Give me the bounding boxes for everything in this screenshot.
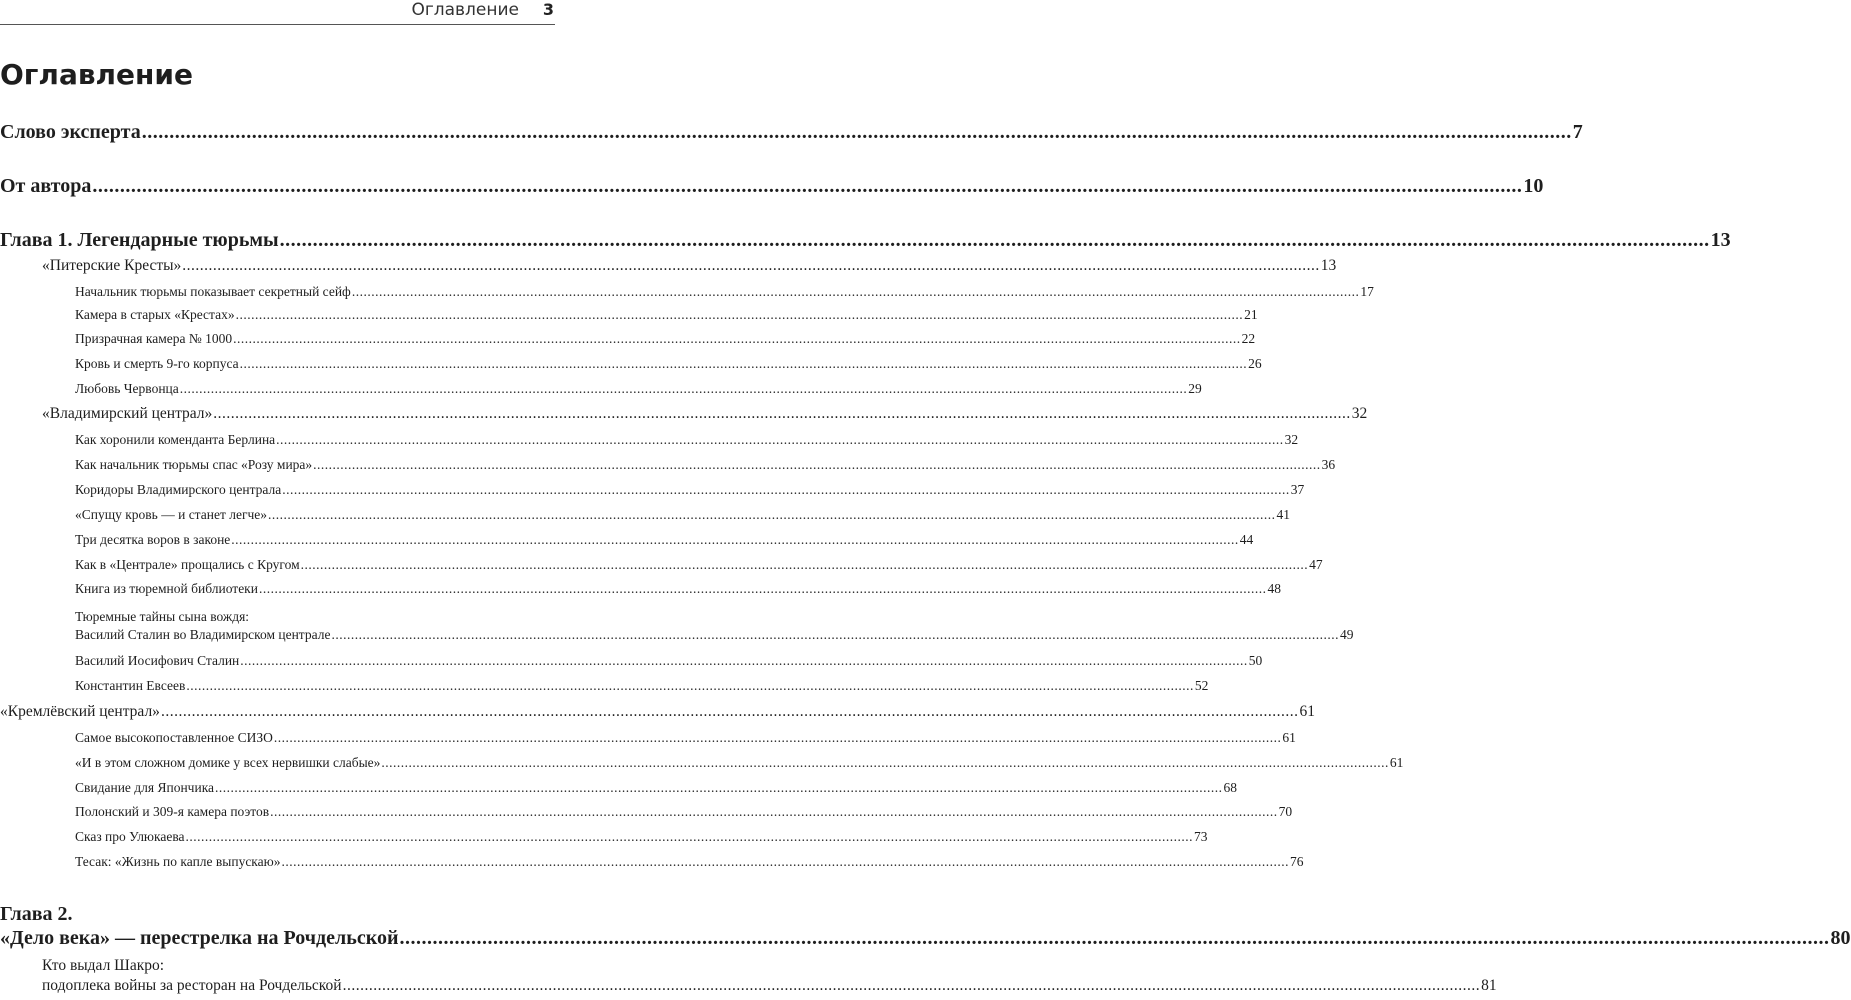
toc-entry-title: Кровь и смерть 9-го корпуса (75, 356, 239, 371)
toc-leader-dots: .................................................................................................................................................................................................................................................................... (281, 854, 1289, 869)
toc-entry-title-line1: Глава 2. (0, 903, 73, 925)
toc-entry-item[interactable] (75, 754, 1404, 772)
toc-leader-dots: .................................................................................................................................................................................................................................................................... (215, 780, 1223, 795)
toc-entry-page: 61 (1389, 755, 1404, 770)
toc-entry-title: Начальник тюрьмы показывает секретный сейф (75, 284, 351, 299)
toc-entry-page: 61 (1299, 703, 1315, 720)
toc-leader-dots: .................................................................................................................................................................................................................................................................... (185, 829, 1194, 844)
toc-leader-dots: .................................................................................................................................................................................................................................................................... (381, 755, 1389, 770)
toc-entry-item[interactable] (75, 330, 1256, 348)
toc-leader-dots: .................................................................................................................................................................................................................................................................... (276, 432, 1284, 447)
toc-entry-title: Полонский и 309-я камера поэтов (75, 804, 270, 819)
toc-entry-page: 21 (1244, 307, 1258, 322)
toc-entry-item[interactable] (75, 803, 1293, 821)
toc-leader-dots: .................................................................................................................................................................................................................................................................... (213, 405, 1351, 422)
toc-leader-dots: .................................................................................................................................................................................................................................................................... (160, 703, 1299, 720)
toc-leader-dots: .................................................................................................................................................................................................................................................................... (331, 627, 1339, 642)
toc-leader-dots: .................................................................................................................................................................................................................................................................... (258, 581, 1267, 596)
toc-entry-page: 7 (1572, 121, 1583, 143)
toc-entry-page: 32 (1351, 405, 1368, 422)
toc-entry-page: 76 (1290, 854, 1304, 869)
toc-entry-page: 81 (1481, 977, 1497, 994)
toc-entry-item[interactable] (75, 456, 1336, 474)
header-page-number: 3 (542, 0, 554, 19)
toc-entry-title: Как хоронили коменданта Берлина (75, 432, 276, 447)
toc-entry-title: Коридоры Владимирского централа (75, 482, 282, 497)
toc-entry-title: Любовь Червонца (75, 381, 179, 396)
toc-entry-item[interactable] (75, 729, 1296, 747)
toc-entry-item[interactable] (75, 608, 1354, 644)
toc-entry-page: 37 (1290, 482, 1305, 497)
toc-leader-dots: .................................................................................................................................................................................................................................................................... (231, 532, 1239, 547)
toc-entry-item[interactable] (75, 828, 1208, 846)
toc-entry-page: 22 (1241, 331, 1256, 346)
toc-entry-kto-vydal-shakro[interactable] (42, 956, 1497, 996)
toc-entry-page: 36 (1321, 457, 1336, 472)
toc-entry-title: Камера в старых «Крестах» (75, 307, 235, 322)
toc-entry-page: 49 (1339, 627, 1354, 642)
toc-leader-dots: .................................................................................................................................................................................................................................................................... (179, 381, 1188, 396)
toc-leader-dots: .................................................................................................................................................................................................................................................................... (141, 121, 1572, 143)
toc-entry-page: 32 (1284, 432, 1299, 447)
toc-leader-dots: .................................................................................................................................................................................................................................................................... (235, 307, 1244, 322)
toc-entry-item[interactable] (75, 306, 1258, 324)
toc-entry-page: 44 (1239, 532, 1254, 547)
toc-entry-item[interactable] (75, 283, 1374, 301)
toc-entry-item[interactable] (75, 380, 1202, 398)
running-header (0, 0, 555, 25)
toc-entry-title: «Спущу кровь — и станет легче» (75, 507, 268, 522)
toc-leader-dots: .................................................................................................................................................................................................................................................................... (399, 927, 1830, 949)
toc-entry-slovo-eksperta[interactable] (0, 120, 1583, 144)
toc-leader-dots: .................................................................................................................................................................................................................................................................... (273, 730, 1282, 745)
toc-entry-item[interactable] (75, 556, 1323, 574)
toc-leader-dots: .................................................................................................................................................................................................................................................................... (92, 175, 1523, 197)
toc-entry-item[interactable] (75, 431, 1299, 449)
toc-entry-page: 68 (1223, 780, 1238, 795)
toc-entry-title: «Кремлёвский централ» (0, 703, 160, 720)
toc-entry-title: подоплека войны за ресторан на Рочдельской (42, 977, 342, 994)
toc-entry-title: Глава 1. Легендарные тюрьмы (0, 229, 279, 251)
toc-entry-page: 70 (1278, 804, 1293, 819)
toc-entry-vladimirsky-tsentral[interactable] (42, 404, 1368, 424)
toc-entry-page: 80 (1830, 927, 1851, 949)
toc-entry-page: 17 (1360, 284, 1374, 299)
toc-leader-dots: .................................................................................................................................................................................................................................................................... (182, 257, 1320, 274)
toc-entry-title: Как начальник тюрьмы спас «Розу мира» (75, 457, 313, 472)
toc-leader-dots: .................................................................................................................................................................................................................................................................... (240, 653, 1248, 668)
toc-leader-dots: .................................................................................................................................................................................................................................................................... (239, 356, 1248, 371)
toc-entry-item[interactable] (75, 481, 1305, 499)
toc-entry-title: Книга из тюремной библиотеки (75, 581, 258, 596)
toc-entry-chapter-1[interactable] (0, 228, 1731, 252)
toc-entry-title: «И в этом сложном домике у всех нервишки слабые» (75, 755, 381, 770)
toc-entry-item[interactable] (75, 531, 1254, 549)
header-title: Оглавление (411, 0, 519, 20)
toc-entry-title: Василий Иосифович Сталин (75, 653, 240, 668)
toc-leader-dots: .................................................................................................................................................................................................................................................................... (268, 507, 1276, 522)
toc-entry-item[interactable] (75, 677, 1209, 695)
toc-entry-title: Слово эксперта (0, 121, 141, 143)
toc-entry-title: Свидание для Япончика (75, 780, 215, 795)
toc-entry-item[interactable] (75, 580, 1281, 598)
toc-entry-title: «Владимирский централ» (42, 405, 213, 422)
toc-entry-item[interactable] (75, 506, 1291, 524)
toc-entry-title-line1: Кто выдал Шакро: (42, 957, 165, 974)
toc-entry-title: Константин Евсеев (75, 678, 186, 693)
toc-entry-page: 73 (1194, 829, 1208, 844)
toc-entry-title: Тесак: «Жизнь по капле выпускаю» (75, 854, 281, 869)
toc-entry-page: 50 (1248, 653, 1263, 668)
toc-leader-dots: .................................................................................................................................................................................................................................................................... (313, 457, 1321, 472)
toc-entry-page: 26 (1248, 356, 1262, 371)
toc-entry-page: 47 (1309, 557, 1323, 572)
toc-entry-item[interactable] (75, 853, 1304, 871)
toc-leader-dots: .................................................................................................................................................................................................................................................................... (282, 482, 1290, 497)
toc-leader-dots: .................................................................................................................................................................................................................................................................... (186, 678, 1194, 693)
toc-entry-page: 29 (1188, 381, 1202, 396)
toc-entry-title: «Дело века» — перестрелка на Рочдельской (0, 927, 399, 949)
toc-leader-dots: .................................................................................................................................................................................................................................................................... (270, 804, 1278, 819)
toc-entry-page: 41 (1276, 507, 1291, 522)
toc-entry-page: 10 (1523, 175, 1544, 197)
toc-entry-item[interactable] (75, 779, 1238, 797)
toc-entry-title: Сказ про Улюкаева (75, 829, 185, 844)
toc-entry-title: Призрачная камера № 1000 (75, 331, 233, 346)
toc-entry-title: Василий Сталин во Владимирском централе (75, 627, 331, 642)
toc-entry-title: Самое высокопоставленное СИЗО (75, 730, 273, 745)
toc-entry-chapter-2[interactable] (0, 902, 1851, 950)
toc-entry-kremlevsky-tsentral[interactable] (0, 702, 1315, 722)
toc-entry-title: От автора (0, 175, 92, 197)
toc-entry-title: Три десятка воров в законе (75, 532, 231, 547)
toc-leader-dots: .................................................................................................................................................................................................................................................................... (342, 977, 1481, 994)
toc-entry-page: 61 (1282, 730, 1296, 745)
toc-entry-page: 52 (1194, 678, 1209, 693)
toc-leader-dots: .................................................................................................................................................................................................................................................................... (351, 284, 1360, 299)
toc-entry-ot-avtora[interactable] (0, 174, 1544, 198)
toc-entry-item[interactable] (75, 355, 1262, 373)
toc-entry-item[interactable] (75, 652, 1263, 670)
toc-leader-dots: .................................................................................................................................................................................................................................................................... (233, 331, 1241, 346)
toc-leader-dots: .................................................................................................................................................................................................................................................................... (279, 229, 1710, 251)
toc-entry-page: 13 (1320, 257, 1337, 274)
toc-entry-page: 13 (1710, 229, 1731, 251)
page-title: Оглавление (0, 58, 194, 91)
toc-leader-dots: .................................................................................................................................................................................................................................................................... (300, 557, 1309, 572)
toc-entry-piterskie-kresty[interactable] (42, 256, 1337, 276)
toc-entry-title-line1: Тюремные тайны сына вождя: (75, 609, 250, 624)
toc-entry-title: «Питерские Кресты» (42, 257, 182, 274)
toc-entry-title: Как в «Централе» прощались с Кругом (75, 557, 300, 572)
toc-entry-page: 48 (1267, 581, 1281, 596)
